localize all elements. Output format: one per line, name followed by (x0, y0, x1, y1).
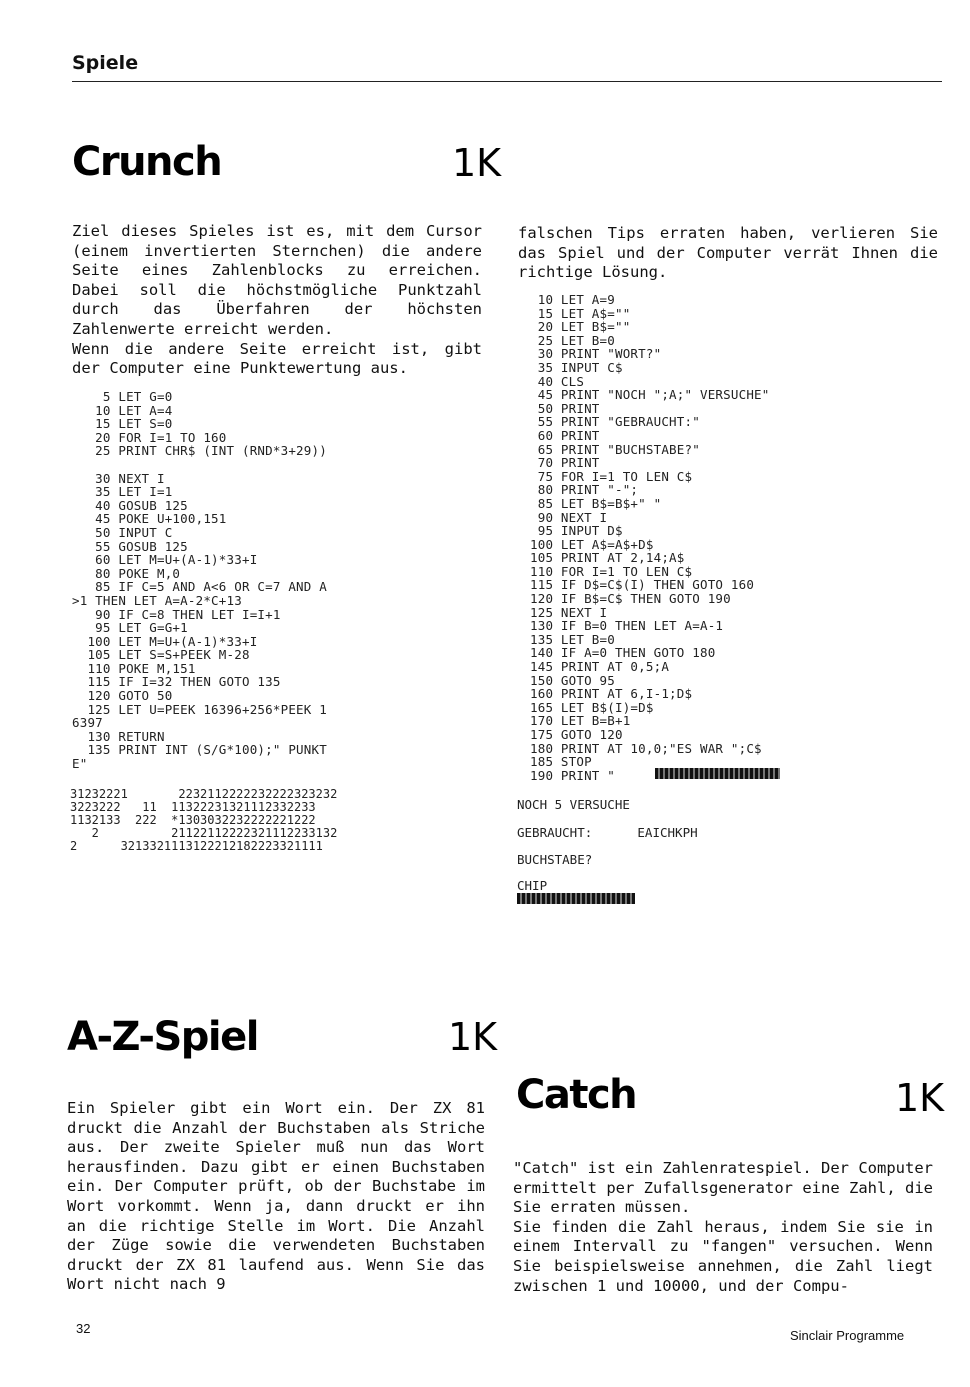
azspiel-screen-chip: CHIP (517, 878, 548, 893)
azspiel-description-continued: falschen Tips erraten haben, verlieren Sie das Spiel und der Computer verrät Ihnen die richtige Lösung. (518, 224, 938, 282)
crunch-screen-output: 31232221 2232112222232222323232 3223222 11 11322231321112332233 1132133 222 *1303032232222221222 2 21122112222321112233132 2 3213321113122212182223321111 (70, 787, 338, 853)
crunch-listing: 5 LET G=0 10 LET A=4 15 LET S=0 20 FOR I=1 TO 160 25 PRINT CHR$ (INT (RND*3+29)) 30 NEXT I 35 LET I=1 40 GOSUB 125 45 POKE U+100,151 50 INPUT C 55 GOSUB 125 60 LET M=U+(A-1)*33+I 80 POKE M,0 85 IF C=5 AND A<6 OR C=7 AND A >1 THEN LET A=A-2*C+13 90 IF C=8 THEN LET I=I+1 95 LET G=G+1 100 LET M=U+(A-1)*33+I 105 LET S=S+PEEK M-28 110 POKE M,151 115 IF I=32 THEN GOTO 135 120 GOTO 50 125 LET U=PEEK 16396+256*PEEK 1 6397 130 RETURN 135 PRINT INT (S/G*100);" PUNKT E" (72, 389, 327, 772)
azspiel-size: 1K (448, 1015, 498, 1059)
page-number: 32 (76, 1321, 91, 1336)
azspiel-title: A-Z-Spiel (67, 1014, 258, 1060)
section-label: Spiele (72, 52, 139, 74)
azspiel-screen-gebraucht: GEBRAUCHT: EAICHKPH (517, 825, 698, 840)
catch-description: "Catch" ist ein Zahlenratespiel. Der Computer ermittelt per Zufallsgenerator eine Zahl, die Sie erraten müssen. Sie finden die Zahl heraus, indem Sie sie in einem Intervall zu "fangen" versuchen. Wenn Sie beispielsweise annehmen, die Zahl liegt zwischen 1 und 10000, und der Compu- (513, 1159, 933, 1295)
publication-name: Sinclair Programme (790, 1328, 905, 1343)
crunch-description: Ziel dieses Spieles ist es, mit dem Cursor (einem invertierten Sternchen) die andere Seite eines Zahlenblocks zu erreichen. Dabei soll die höchstmögliche Punktzahl durch das Überfahren der höchsten Zahlenwerte erreicht werden. Wenn die andere Seite erreicht ist, gibt der Computer eine Punktewertung aus. (72, 222, 482, 378)
azspiel-listing: 10 LET A=9 15 LET A$="" 20 LET B$="" 25 LET B=0 30 PRINT "WORT?" 35 INPUT C$ 40 CLS 45 PRINT "NOCH ";A;" VERSUCHE" 50 PRINT 55 PRINT "GEBRAUCHT:" 60 PRINT 65 PRINT "BUCHSTABE?" 70 PRINT 75 FOR I=1 TO LEN C$ 80 PRINT "-"; 85 LET B$=B$+" " 90 NEXT I 95 INPUT D$ 100 LET A$=A$+D$ 105 PRINT AT 2,14;A$ 110 FOR I=1 TO LEN C$ 115 IF D$=C$(I) THEN GOTO 160 120 IF B$=C$ THEN GOTO 190 125 NEXT I 130 IF B=0 THEN LET A=A-1 135 LET B=0 140 IF A=0 THEN GOTO 180 145 PRINT AT 0,5;A 150 GOTO 95 160 PRINT AT 6,I-1;D$ 165 LET B$(I)=D$ 170 LET B=B+1 175 GOTO 120 180 PRINT AT 10,0;"ES WAR ";C$ 185 STOP 190 PRINT " (530, 292, 770, 783)
inverse-string-block (655, 768, 780, 779)
inverse-input-block (517, 893, 635, 904)
azspiel-description: Ein Spieler gibt ein Wort ein. Der ZX 81 druckt die Anzahl der Buchstaben als Striche aus. Der zweite Spieler muß nun das Wort herausfinden. Dazu gibt er einen Buchstaben ein. Der Computer prüft, ob der Buchstabe im Wort vorkommt. Wenn ja, dann druckt er ihn an die richtige Stelle im Wort. Die Anzahl der Züge sowie die verwendeten Buchstaben druckt der ZX 81 laufend aus. Wenn Sie das Wort nicht nach 9 (67, 1099, 485, 1294)
azspiel-screen-buchstabe: BUCHSTABE? (517, 852, 593, 867)
catch-title: Catch (516, 1072, 637, 1118)
crunch-size: 1K (452, 141, 502, 185)
header-rule (72, 81, 942, 82)
crunch-title: Crunch (72, 139, 222, 185)
catch-size: 1K (895, 1076, 945, 1120)
azspiel-screen-noch: NOCH 5 VERSUCHE (517, 797, 630, 812)
